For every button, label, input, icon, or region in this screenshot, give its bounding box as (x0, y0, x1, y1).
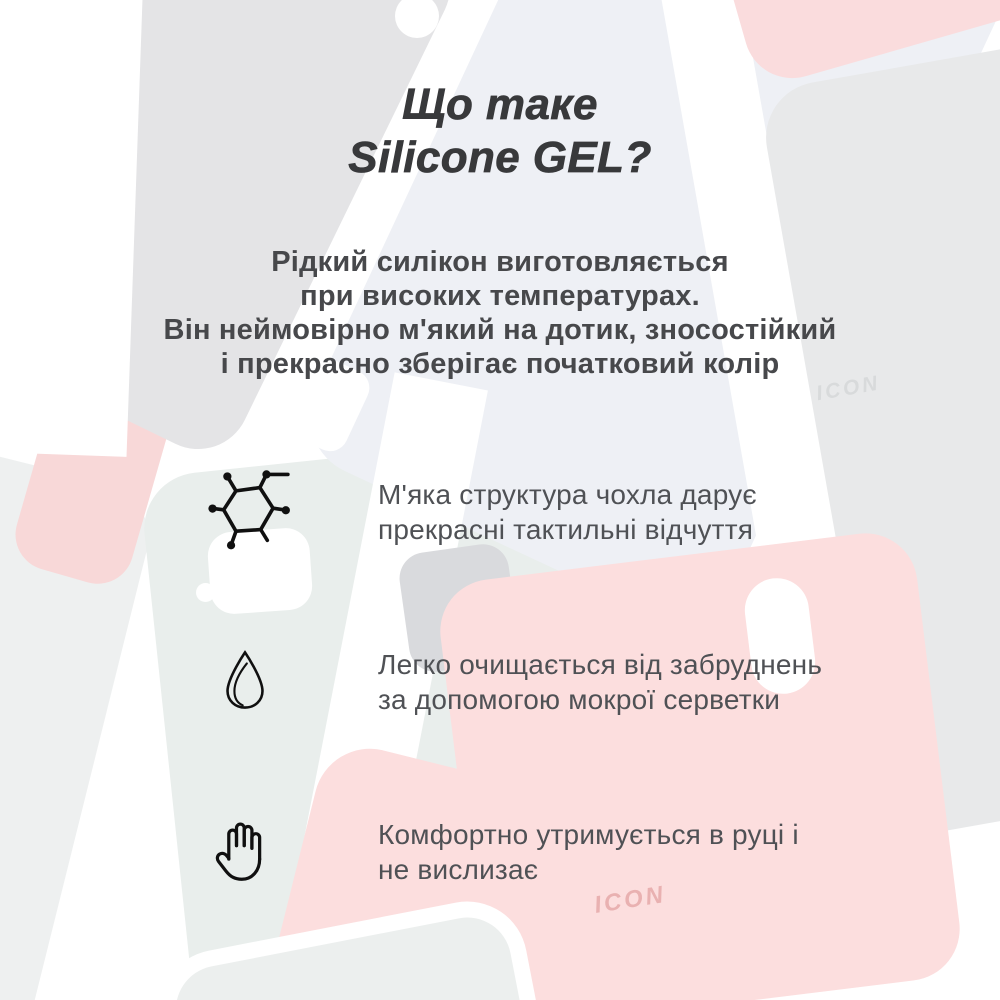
intro-line-3: Він неймовірно м'який на дотик, зносостійкий (163, 314, 837, 346)
title-line-1: Що таке (402, 80, 598, 129)
hand-icon (214, 818, 266, 884)
feature-1-line-1: М'яка структура чохла дарує (378, 479, 757, 510)
title-line-2: Silicone GEL? (348, 133, 652, 182)
brand-watermark-red: ICON (592, 880, 668, 919)
water-drop-icon (222, 646, 268, 714)
intro-line-4: і прекрасно зберігає початковий колір (220, 348, 780, 380)
feature-2-line-2: за допомогою мокрої серветки (378, 683, 781, 715)
brand-watermark-gray: ICON (814, 371, 883, 406)
intro-line-2: при високих температурах. (300, 280, 700, 312)
molecule-icon (208, 466, 292, 552)
feature-3-line-2: не вислизає (378, 853, 539, 885)
intro-paragraph (0, 245, 1000, 381)
feature-text-1 (378, 478, 757, 547)
feature-3-line-1: Комфортно утримується в руці і (378, 819, 799, 850)
feature-text-2 (378, 648, 822, 717)
intro-line-1: Рідкий силікон виготовляється (271, 246, 729, 278)
feature-text-3 (378, 818, 799, 887)
page-title (0, 78, 1000, 184)
feature-1-line-2: прекрасні тактильні відчуття (378, 513, 754, 545)
feature-2-line-1: Легко очищається від забруднень (378, 649, 823, 680)
